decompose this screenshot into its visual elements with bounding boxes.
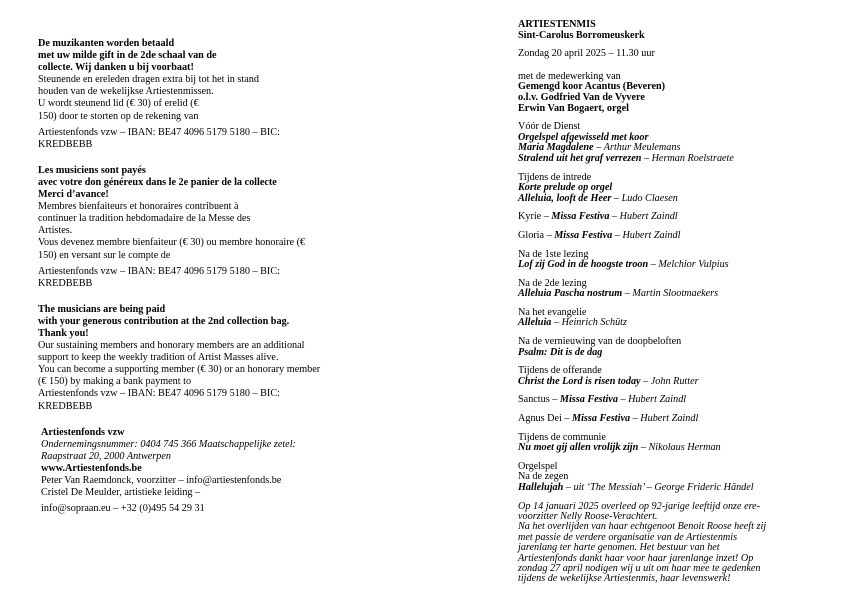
contact-artistic: Cristel De Meulder, artistieke leiding – <box>41 487 201 499</box>
nl-heading-2: met uw milde gift in de 2de schaal van de <box>38 50 217 62</box>
fr-body-7: KREDBEBB <box>38 277 93 289</box>
fr-body-1: Membres bienfaiteurs et honoraires contribuent à <box>38 201 239 213</box>
memoriam-line: Artiestenfonds dankt haar voor haar jarenlange inzet! Op <box>518 552 754 564</box>
section-eerste-lezing: Na de 1ste lezing Lof zij God in de hoogste troon – Melchior Vulpius <box>518 250 808 271</box>
piece-title: Lof zij God in de hoogste troon <box>518 259 649 271</box>
en-heading-2: with your generous contribution at the 2nd collection bag. <box>38 315 290 327</box>
org-name: Artiestenfonds vzw <box>41 426 125 438</box>
choir-name: Gemengd koor Acantus (Beveren) <box>518 81 666 93</box>
piece-title: Christ the Lord is risen today <box>518 375 641 387</box>
section-label: Kyrie <box>518 211 542 223</box>
section-orgelspel-zegen: Orgelspel Na de zegen Hallelujah – uit ‘The Messiah’ – George Frideric Händel <box>518 462 808 494</box>
piece-title: Alleluia <box>518 317 552 329</box>
section-voor-de-dienst: Vóór de Dienst Orgelspel afgewisseld met koor Maria Magdalene – Arthur Meulemans Stralend uit het graf verrezen – Herman Roelstraete <box>518 122 808 164</box>
contact-chair: Peter Van Raemdonck, voorzitter – info@artiestenfonds.be <box>41 475 282 486</box>
nl-body-1: Steunende en ereleden dragen extra bij tot het in stand <box>38 74 259 86</box>
org-registration-1: Ondernemingsnummer: 0404 745 366 Maatschappelijke zetel: <box>41 438 296 450</box>
piece-title: Missa Festiva <box>551 211 610 223</box>
dutch-appeal <box>38 38 338 151</box>
section-label: Orgelspel <box>518 460 558 472</box>
piece-composer: Nikolaus Herman <box>648 442 721 454</box>
memoriam-line: voorzitter Nelly Roose-Verachtert. <box>518 511 658 522</box>
piece-composer: uit ‘The Messiah’ – George Frideric Händel <box>573 482 754 493</box>
fr-heading-3: Merci d’avance! <box>38 189 109 201</box>
fr-body-2: continuer la tradition hebdomadaire de la Messe des <box>38 213 251 225</box>
en-body-6: KREDBEBB <box>38 400 93 412</box>
conductor: o.l.v. Godfried Van de Vyvere <box>518 91 645 103</box>
fr-heading-1: Les musiciens sont payés <box>38 164 146 176</box>
section-agnus-dei: Agnus Dei – Missa Festiva – Hubert Zaindl <box>518 413 699 425</box>
section-communie: Tijdens de communie Nu moet gij allen vrolijk zijn – Nikolaus Herman <box>518 433 808 454</box>
piece-composer: Hubert Zaindl <box>628 394 687 406</box>
coop-intro: met de medewerking van <box>518 70 621 82</box>
section-label: Na de zegen <box>518 471 569 483</box>
section-evangelie: Na het evangelie Alleluia – Heinrich Schütz <box>518 308 808 329</box>
fr-heading-2: avec votre don généreux dans le 2e panier de la collecte <box>38 176 277 188</box>
org-website: www.Artiestenfonds.be <box>41 462 142 474</box>
piece-title: Stralend uit het graf verrezen <box>518 152 642 164</box>
piece-composer: Martin Slootmaekers <box>632 288 719 300</box>
org-registration-2: Raapstraat 20, 2000 Antwerpen <box>41 450 171 462</box>
piece-composer: Arthur Meulemans <box>603 142 681 154</box>
fr-body-3: Artistes. <box>38 225 73 237</box>
section-sanctus: Sanctus – Missa Festiva – Hubert Zaindl <box>518 394 687 406</box>
memoriam-line: tijdens de wekelijkse Artiestenmis, haar levenswerk! <box>518 573 731 585</box>
section-label: Na de 2de lezing <box>518 277 587 289</box>
piece-composer: Hubert Zaindl <box>640 413 699 425</box>
french-appeal <box>38 165 338 290</box>
contact-email-phone: info@sopraan.eu – +32 (0)495 54 29 31 <box>41 503 205 515</box>
section-tweede-lezing: Na de 2de lezing Alleluia Pascha nostrum – Martin Slootmaekers <box>518 279 808 300</box>
memoriam-line: zondag 27 april nodigen wij u uit om haar mee te gedenken <box>518 563 761 575</box>
piece-composer: Hubert Zaindl <box>619 211 678 223</box>
section-label: Na de vernieuwing van de doopbeloften <box>518 336 682 348</box>
program-header <box>518 20 808 41</box>
nl-body-3: U wordt steunend lid (€ 30) of erelid (€ <box>38 98 199 110</box>
nl-heading-1: De muzikanten worden betaald <box>38 38 175 49</box>
section-label: Na het evangelie <box>518 306 587 318</box>
in-memoriam <box>518 502 808 585</box>
fr-body-4: Vous devenez membre bienfaiteur (€ 30) ou membre honoraire (€ <box>38 237 306 249</box>
en-body-3: You can become a supporting member (€ 30) or an honorary member <box>38 364 321 376</box>
section-label: Tijdens de communie <box>518 431 606 443</box>
piece-composer: Melchior Vulpius <box>658 259 729 271</box>
memoriam-line: Na het overlijden van haar echtgenoot Benoit Roose heeft zij <box>518 521 767 533</box>
church-name: Sint-Carolus Borromeuskerk <box>518 29 645 41</box>
cooperation-block <box>518 72 808 114</box>
section-label: Gloria <box>518 229 545 241</box>
piece-composer: Herman Roelstraete <box>651 152 734 164</box>
program-column <box>518 20 808 585</box>
piece-title: Missa Festiva <box>554 229 613 241</box>
piece-title: Orgelspel afgewisseld met koor <box>518 131 649 143</box>
en-body-5: Artiestenfonds vzw – IBAN: BE47 4096 5179 5180 – BIC: <box>38 388 280 400</box>
english-appeal <box>38 304 338 413</box>
memoriam-line: Op 14 januari 2025 overleed op 92-jarige leeftijd onze ere- <box>518 500 761 512</box>
en-body-4: (€ 150) by making a bank payment to <box>38 376 192 388</box>
piece-title: Alleluia Pascha nostrum <box>518 288 623 300</box>
nl-body-6: KREDBEBB <box>38 138 93 150</box>
piece-title: Alleluia, looft de Heer <box>518 192 612 204</box>
section-offerande: Tijdens de offerande Christ the Lord is risen today – John Rutter <box>518 366 808 387</box>
en-heading-3: Thank you! <box>38 327 89 339</box>
section-intrede: Tijdens de intrede Korte prelude op orgel Alleluia, looft de Heer – Ludo Claesen <box>518 173 808 205</box>
section-label: Tijdens de intrede <box>518 171 592 183</box>
section-kyrie: Kyrie – Missa Festiva – Hubert Zaindl <box>518 211 678 223</box>
nl-body-2: houden van de wekelijkse Artiestenmissen. <box>38 86 214 98</box>
nl-body-4: 150) door te storten op de rekening van <box>38 110 199 122</box>
piece-title: Hallelujah <box>518 482 564 493</box>
en-heading-1: The musicians are being paid <box>38 303 166 315</box>
date-block <box>518 49 808 60</box>
section-gloria: Gloria – Missa Festiva – Hubert Zaindl <box>518 229 681 241</box>
section-label: Sanctus <box>518 394 550 406</box>
nl-body-5: Artiestenfonds vzw – IBAN: BE47 4096 5179 5180 – BIC: <box>38 126 280 138</box>
section-label: Agnus Dei <box>518 413 562 425</box>
piece-composer: John Rutter <box>650 375 699 387</box>
section-label: Na de 1ste lezing <box>518 248 589 260</box>
memoriam-line: jarenlang ter harte genomen. Het bestuur van het <box>518 542 720 554</box>
organisation-info <box>41 427 338 516</box>
fr-body-5: 150) en versant sur le compte de <box>38 249 171 261</box>
section-doopbeloften <box>518 337 808 358</box>
nl-heading-3: collecte. Wij danken u bij voorbaat! <box>38 62 194 74</box>
section-label: Vóór de Dienst <box>518 121 581 133</box>
left-column <box>38 38 338 515</box>
piece-title: Maria Magdalene <box>518 142 594 154</box>
piece-title: Psalm: Dit is de dag <box>518 346 603 358</box>
piece-composer: Ludo Claesen <box>621 192 678 204</box>
section-label: Tijdens de offerande <box>518 365 602 377</box>
en-body-2: support to keep the weekly tradition of Artist Masses alive. <box>38 352 279 364</box>
fr-body-6: Artiestenfonds vzw – IBAN: BE47 4096 5179 5180 – BIC: <box>38 265 280 277</box>
piece-title: Missa Festiva <box>572 413 631 425</box>
piece-composer: Heinrich Schütz <box>561 317 627 329</box>
piece-title: Nu moet gij allen vrolijk zijn <box>518 442 639 454</box>
service-date: Zondag 20 april 2025 – 11.30 uur <box>518 48 655 60</box>
organist: Erwin Van Bogaert, orgel <box>518 102 629 114</box>
piece-composer: Hubert Zaindl <box>622 229 681 241</box>
piece-title: Missa Festiva <box>559 394 618 406</box>
en-body-1: Our sustaining members and honorary members are an additional <box>38 340 305 352</box>
program-title: ARTIESTENMIS <box>518 19 596 30</box>
piece-title: Korte prelude op orgel <box>518 182 613 194</box>
memoriam-line: met passie de verdere organisatie van de Artiestenmis <box>518 531 738 543</box>
